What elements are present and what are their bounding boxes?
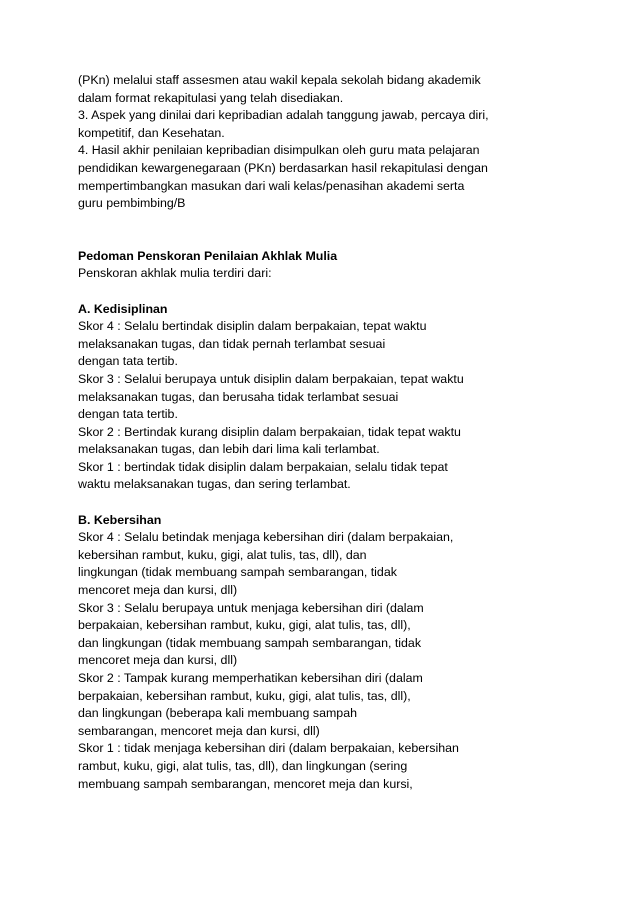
kebersihan-line: sembarangan, mencoret meja dan kursi, dll) [78,723,320,738]
kebersihan-line: Skor 1 : tidak menjaga kebersihan diri (dalam berpakaian, kebersihan [78,741,459,756]
kebersihan-line: Skor 2 : Tampak kurang memperhatikan kebersihan diri (dalam [78,671,423,685]
kedisiplinan-line: dengan tata tertib. [78,407,178,422]
kebersihan-line: berpakaian, kebersihan rambut, kuku, gigi, alat tulis, tas, dll), [78,688,411,703]
kedisiplinan-heading: A. Kedisiplinan [78,301,168,316]
intro-section [78,72,558,213]
kedisiplinan-line: melaksanakan tugas, dan tidak pernah terlambat sesuai [78,336,386,351]
kebersihan-line: mencoret meja dan kursi, dll) [78,583,238,598]
kedisiplinan-line: Skor 4 : Selalu bertindak disiplin dalam berpakaian, tepat waktu [78,319,427,334]
kedisiplinan-line: melaksanakan tugas, dan berusaha tidak terlambat sesuai [78,389,399,404]
kebersihan-line: dan lingkungan (tidak membuang sampah sembarangan, tidak [78,635,422,650]
kebersihan-line: membuang sampah sembarangan, mencoret meja dan kursi, [78,776,413,791]
section-spacer [78,283,558,301]
pedoman-section [78,248,558,283]
kebersihan-line: dan lingkungan (beberapa kali membuang sampah [78,706,357,721]
intro-line: pendidikan kewargenegaraan (PKn) berdasarkan hasil rekapitulasi dengan [78,160,488,175]
kedisiplinan-section [78,301,558,495]
section-spacer [78,213,558,248]
intro-line: (PKn) melalui staff assesmen atau wakil kepala sekolah bidang akademik [78,73,481,87]
kedisiplinan-line: dengan tata tertib. [78,354,178,369]
kedisiplinan-line: Skor 3 : Selalui berupaya untuk disiplin dalam berpakaian, tepat waktu [78,371,464,386]
kebersihan-line: lingkungan (tidak membuang sampah sembarangan, tidak [78,565,397,580]
section-spacer [78,494,558,512]
kebersihan-line: mencoret meja dan kursi, dll) [78,653,238,668]
intro-line: dalam format rekapitulasi yang telah disediakan. [78,90,344,105]
kebersihan-line: Skor 4 : Selalu betindak menjaga kebersihan diri (dalam berpakaian, [78,530,454,545]
intro-line: 4. Hasil akhir penilaian kepribadian disimpulkan oleh guru mata pelajaran [78,143,480,158]
kedisiplinan-line: melaksanakan tugas, dan lebih dari lima kali terlambat. [78,442,380,457]
pedoman-heading: Pedoman Penskoran Penilaian Akhlak Mulia [78,248,338,263]
kedisiplinan-line: Skor 2 : Bertindak kurang disiplin dalam berpakaian, tidak tepat waktu [78,424,461,439]
kebersihan-line: kebersihan rambut, kuku, gigi, alat tulis, tas, dll), dan [78,547,367,562]
pedoman-subtitle: Penskoran akhlak mulia terdiri dari: [78,266,272,281]
kebersihan-line: Skor 3 : Selalu berupaya untuk menjaga kebersihan diri (dalam [78,600,424,615]
kebersihan-line: berpakaian, kebersihan rambut, kuku, gigi, alat tulis, tas, dll), [78,618,411,633]
kedisiplinan-line: Skor 1 : bertindak tidak disiplin dalam berpakaian, selalu tidak tepat [78,459,448,474]
kebersihan-section [78,512,558,794]
intro-line: 3. Aspek yang dinilai dari kepribadian adalah tanggung jawab, percaya diri, [78,108,489,123]
kebersihan-heading: B. Kebersihan [78,512,162,527]
document-body [78,72,558,793]
kedisiplinan-line: waktu melaksanakan tugas, dan sering terlambat. [78,477,351,492]
intro-line: mempertimbangkan masukan dari wali kelas/penasihan akademi serta [78,178,465,193]
intro-line: guru pembimbing/B [78,196,186,211]
intro-line: kompetitif, dan Kesehatan. [78,125,225,140]
kebersihan-line: rambut, kuku, gigi, alat tulis, tas, dll), dan lingkungan (sering [78,758,408,773]
